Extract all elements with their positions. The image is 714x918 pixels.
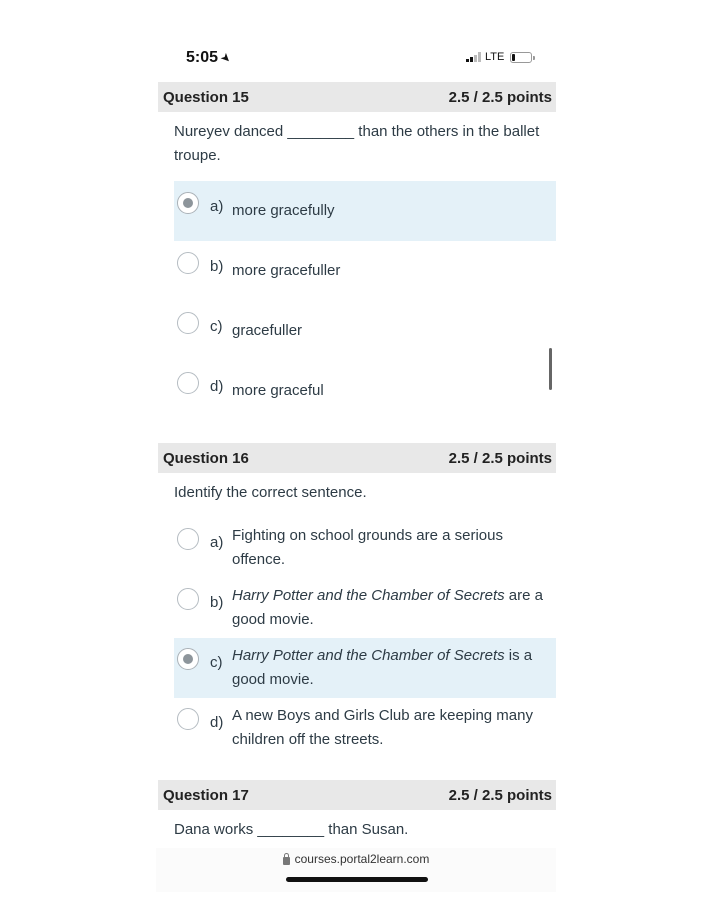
movie-title: Harry Potter and the Chamber of Secrets (232, 587, 505, 604)
answer-text-rest: is a good movie. (232, 647, 533, 688)
location-arrow-icon: ➤ (217, 49, 235, 67)
answer-option[interactable] (174, 518, 556, 578)
question-title: Question 15 (163, 88, 249, 106)
question-title: Question 16 (163, 449, 249, 467)
answer-option[interactable] (174, 578, 556, 638)
movie-title: Harry Potter and the Chamber of Secrets (232, 647, 505, 664)
answer-text: more gracefully (232, 202, 335, 219)
battery-icon (510, 52, 532, 63)
question-header (158, 443, 556, 473)
answer-option[interactable] (174, 698, 556, 758)
answer-text: more graceful (232, 382, 324, 399)
answer-option[interactable] (174, 638, 556, 698)
signal-icon (466, 52, 481, 62)
radio-button[interactable] (177, 252, 199, 274)
radio-button[interactable] (177, 372, 199, 394)
status-time (186, 49, 235, 67)
answer-option[interactable] (174, 181, 556, 241)
url-text: courses.portal2learn.com (294, 852, 430, 866)
question-text: Identify the correct sentence. (174, 484, 367, 501)
answer-letter: c) (210, 318, 223, 335)
question-points: 2.5 / 2.5 points (448, 786, 552, 804)
question-text: Dana works ________ than Susan. (174, 821, 409, 838)
answer-text: more gracefuller (232, 262, 341, 279)
question-points: 2.5 / 2.5 points (448, 449, 552, 467)
status-bar (0, 0, 714, 82)
scrollbar-thumb[interactable] (549, 348, 552, 390)
answer-text (232, 584, 550, 632)
radio-button[interactable] (177, 528, 199, 550)
answer-letter: a) (210, 198, 224, 215)
radio-button[interactable] (177, 192, 199, 214)
radio-button[interactable] (177, 708, 199, 730)
radio-button[interactable] (177, 648, 199, 670)
answer-letter: a) (210, 534, 224, 551)
question-header (158, 780, 556, 810)
answer-text: A new Boys and Girls Club are keeping many children off the streets. (232, 707, 533, 748)
answer-letter: b) (210, 594, 224, 611)
answer-letter: c) (210, 654, 223, 671)
question-title: Question 17 (163, 786, 249, 804)
browser-url-bar[interactable] (156, 848, 556, 892)
answer-option[interactable] (174, 301, 556, 361)
answer-text-rest: are a good movie. (232, 587, 543, 628)
answer-text (232, 644, 550, 692)
answer-option[interactable] (174, 361, 556, 421)
status-indicators (466, 51, 532, 63)
answer-option[interactable] (174, 241, 556, 301)
question-text: Nureyev danced ________ than the others in the ballet troupe. (174, 123, 540, 164)
radio-button[interactable] (177, 312, 199, 334)
home-indicator[interactable] (286, 877, 428, 882)
answer-letter: d) (210, 378, 224, 395)
lock-icon (283, 857, 290, 865)
answer-letter: d) (210, 714, 224, 731)
clock: 5:05 (186, 49, 219, 66)
question-header (158, 82, 556, 112)
question-points: 2.5 / 2.5 points (448, 88, 552, 106)
radio-button[interactable] (177, 588, 199, 610)
network-type: LTE (485, 51, 505, 63)
answer-text: gracefuller (232, 322, 303, 339)
answer-text: Fighting on school grounds are a serious offence. (232, 527, 503, 568)
url-display[interactable] (156, 852, 556, 866)
answer-letter: b) (210, 258, 224, 275)
